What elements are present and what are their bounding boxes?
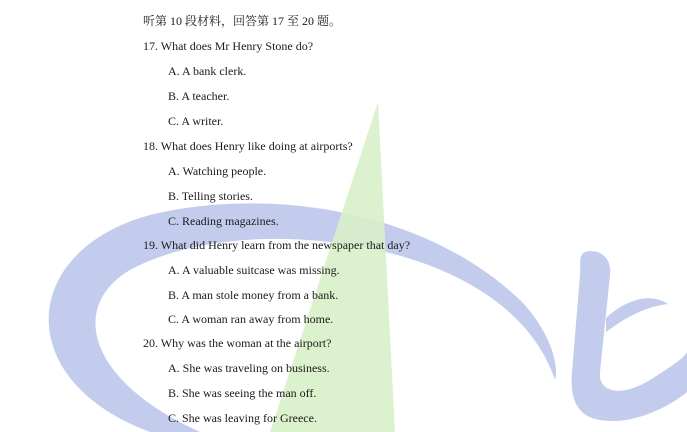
question-20-option-b: B. She was seeing the man off. xyxy=(168,386,317,400)
section-instruction: 听第 10 段材料，回答第 17 至 20 题。 xyxy=(143,14,342,28)
question-18-option-a: A. Watching people. xyxy=(168,164,267,178)
question-17-option-a: A. A bank clerk. xyxy=(168,64,247,78)
question-19-option-a: A. A valuable suitcase was missing. xyxy=(168,263,340,277)
question-18-option-b: B. Telling stories. xyxy=(168,189,253,203)
question-20-option-c: C. She was leaving for Greece. xyxy=(168,411,317,425)
question-17-option-c: C. A writer. xyxy=(168,114,224,128)
question-20-option-a: A. She was traveling on business. xyxy=(168,361,330,375)
question-19-option-b: B. A man stole money from a bank. xyxy=(168,288,339,302)
question-18-option-c: C. Reading magazines. xyxy=(168,214,279,228)
question-17-option-b: B. A teacher. xyxy=(168,89,230,103)
question-18: 18. What does Henry like doing at airports? xyxy=(143,139,353,153)
question-19-option-c: C. A woman ran away from home. xyxy=(168,312,334,326)
question-17: 17. What does Mr Henry Stone do? xyxy=(143,39,314,53)
question-19: 19. What did Henry learn from the newspaper that day? xyxy=(143,238,411,252)
question-20: 20. Why was the woman at the airport? xyxy=(143,336,332,350)
